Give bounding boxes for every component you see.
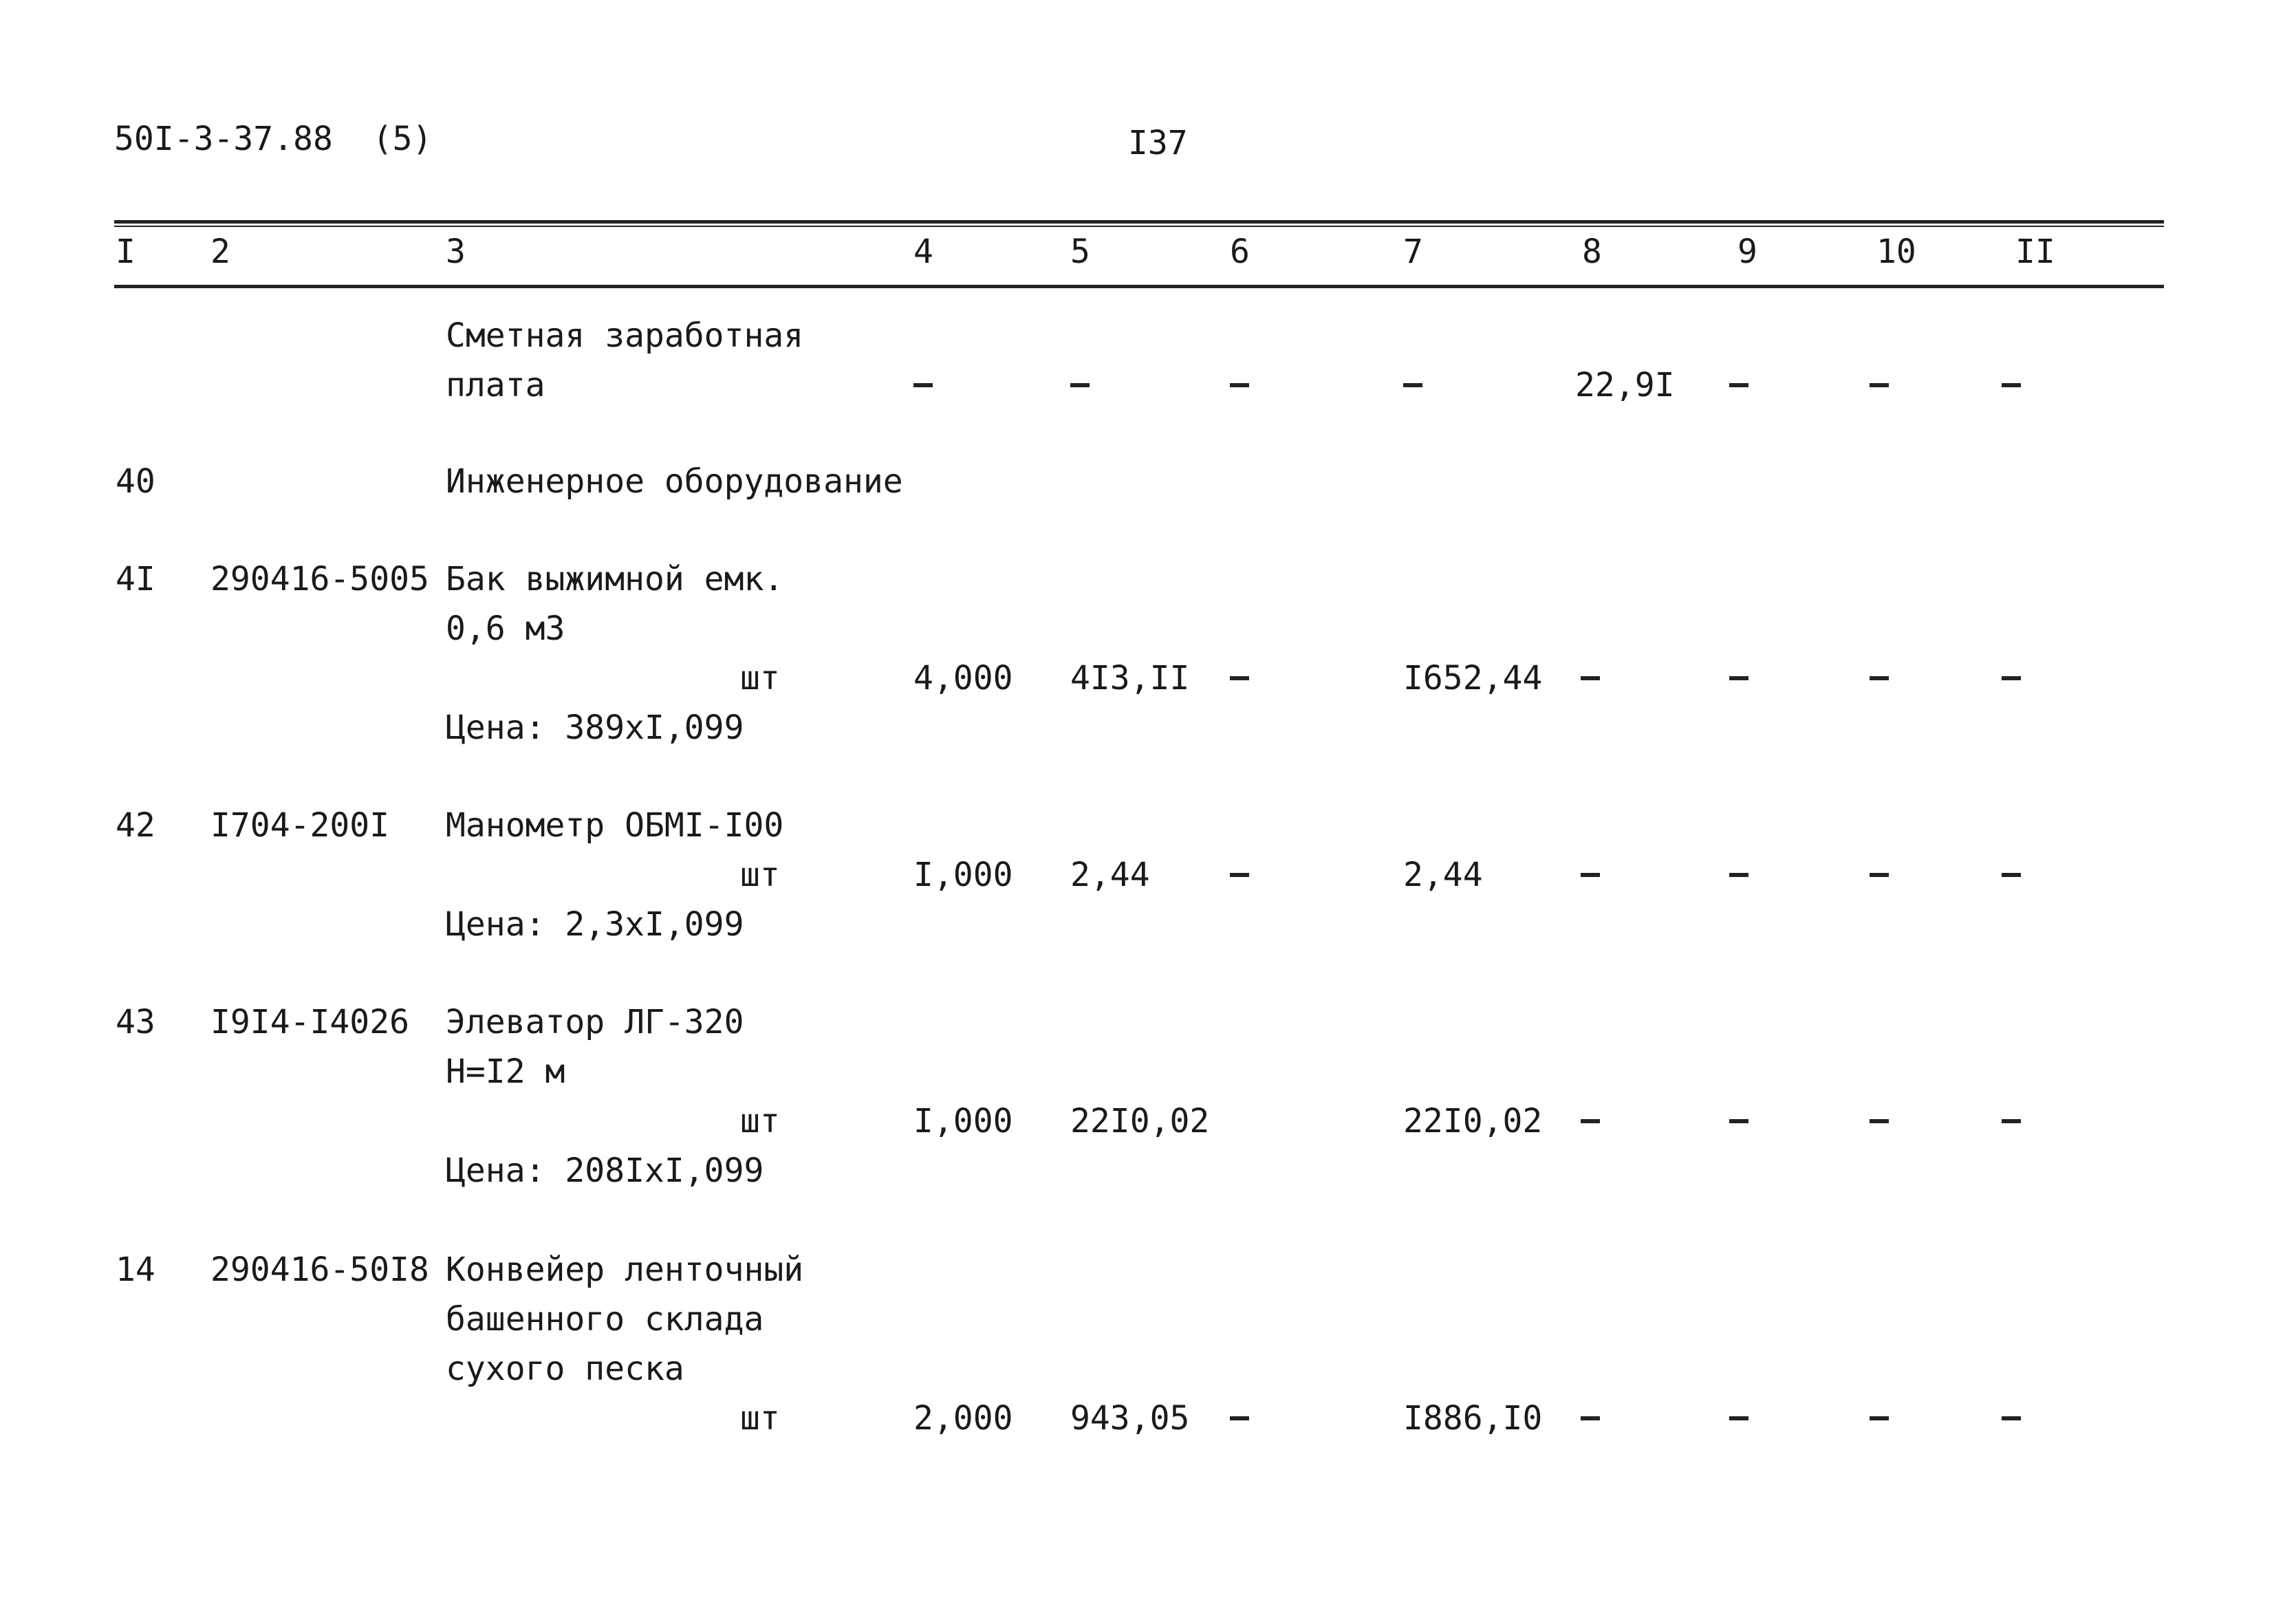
empty-dash [1070,383,1090,387]
empty-dash [2002,873,2021,877]
empty-dash [1230,873,1249,877]
column-header-5: 5 [1070,232,1090,271]
item-number: 42 [116,806,155,845]
item-number: 40 [116,462,155,501]
empty-dash [913,383,933,387]
item-name: Конвейер ленточный [446,1251,804,1289]
item-number: 14 [116,1251,155,1289]
item-price: Цена: 2,3хI,099 [446,905,744,944]
item-number: 4I [116,560,155,598]
item-unit: шт [740,856,780,894]
column-header-4: 4 [913,232,933,271]
item-code: I704-200I [210,806,390,845]
column-header-3: 3 [446,232,466,271]
empty-dash [1230,383,1249,387]
item-unit-cost: 4I3,II [1070,659,1190,697]
empty-dash [2002,1416,2021,1420]
empty-dash [1230,676,1249,680]
empty-dash [1729,383,1748,387]
item-quantity: 2,000 [913,1399,1013,1438]
empty-dash [2002,1119,2021,1123]
empty-dash [1230,1416,1249,1420]
empty-dash [1870,1119,1889,1123]
item-unit-cost: 2,44 [1070,856,1150,894]
item-total: 22I0,02 [1403,1102,1543,1140]
item-unit-cost: 22I0,02 [1070,1102,1210,1140]
column-header-8: 8 [1582,232,1602,271]
item-total: I886,I0 [1403,1399,1543,1438]
empty-dash [2002,676,2021,680]
column-header-6: 6 [1230,232,1250,271]
item-price: Цена: 389хI,099 [446,708,744,747]
column-header-1: I [116,232,136,271]
item-quantity: I,000 [913,856,1013,894]
empty-dash [1729,1416,1748,1420]
empty-dash [2002,383,2021,387]
column-header-2: 2 [210,232,230,271]
empty-dash [1581,873,1600,877]
item-unit: шт [740,1102,780,1140]
empty-dash [1729,1119,1748,1123]
item-code: 290416-50I8 [210,1251,429,1289]
section-title: Инженерное оборудование [446,462,903,501]
empty-dash [1870,873,1889,877]
empty-dash [1870,676,1889,680]
item-name: Бак выжимной емк. [446,560,784,598]
empty-dash [1403,383,1422,387]
item-quantity: 4,000 [913,659,1013,697]
empty-dash [1729,873,1748,877]
item-name: плата [446,366,545,404]
empty-dash [1581,1416,1600,1420]
column-header-10: 10 [1876,232,1916,271]
item-unit: шт [740,1399,780,1438]
item-name: башенного склада [446,1300,764,1339]
item-number: 43 [116,1003,155,1041]
empty-dash [1729,676,1748,680]
column-header-11: II [2015,232,2055,271]
item-name: Н=I2 м [446,1052,565,1091]
item-price: Цена: 208IхI,099 [446,1151,764,1190]
item-code: I9I4-I4026 [210,1003,409,1041]
document-code: 50I-3-37.88 (5) [114,120,433,158]
item-quantity: I,000 [913,1102,1013,1140]
item-name: Сметная заработная [446,316,804,355]
item-total: I652,44 [1403,659,1543,697]
cell-col8: 22,9I [1575,366,1675,404]
empty-dash [1870,383,1889,387]
item-name: 0,6 м3 [446,609,565,648]
item-code: 290416-5005 [210,560,429,598]
item-unit-cost: 943,05 [1070,1399,1190,1438]
item-name: сухого песка [446,1350,684,1388]
empty-dash [1581,1119,1600,1123]
page-number: I37 [1128,124,1188,162]
column-header-9: 9 [1737,232,1757,271]
table-top-rule-thin [114,226,2164,227]
item-name: Элеватор ЛГ-320 [446,1003,744,1041]
item-unit: шт [740,659,780,697]
item-total: 2,44 [1403,856,1483,894]
table-header-rule [114,285,2164,288]
empty-dash [1870,1416,1889,1420]
column-header-7: 7 [1403,232,1423,271]
item-name: Манометр ОБМI-I00 [446,806,784,845]
empty-dash [1581,676,1600,680]
table-top-rule [114,220,2164,224]
